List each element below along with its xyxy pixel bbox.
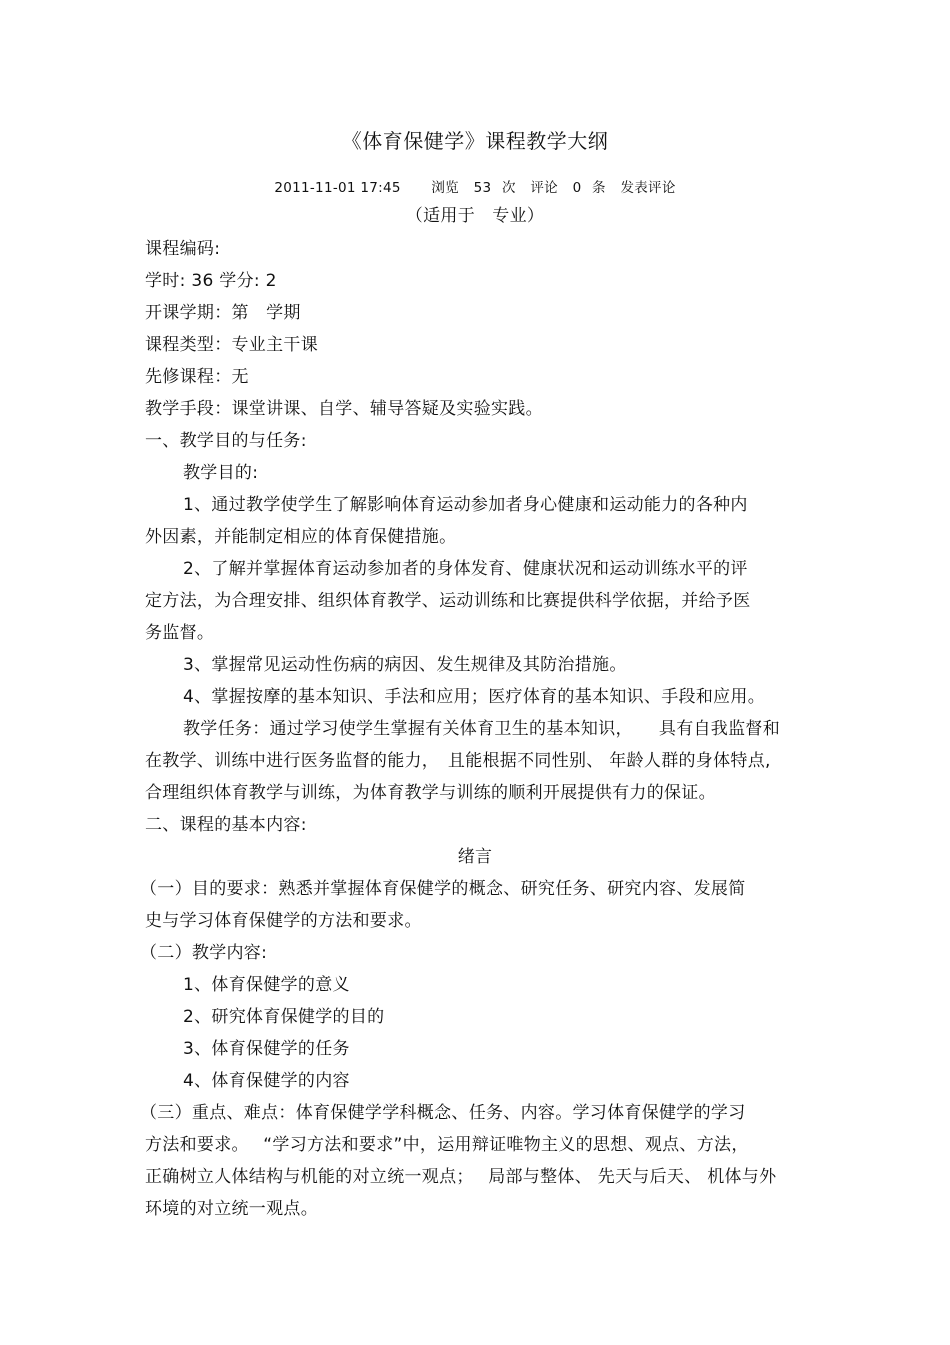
content-item-3: 3、体育保健学的任务 [183,1039,350,1059]
purpose-2-line-1: 2、了解并掌握体育运动参加者的身体发育、健康状况和运动训练水平的评 [183,559,748,579]
intro-heading: 绪言 [457,847,493,867]
article-meta [0,177,950,199]
page-title: 《体育保健学》课程教学大纲 [341,129,609,153]
course-prereq: 先修课程：无 [145,367,249,387]
content-item-2: 2、研究体育保健学的目的 [183,1007,385,1027]
tasks-line-1: 教学任务：通过学习使学生掌握有关体育卫生的基本知识， 具有自我监督和 [183,719,780,739]
comments-count: 0 [572,180,582,196]
key-points-line-3: 正确树立人体结构与机能的对立统一观点； 局部与整体、 先天与后天、 机体与外 [145,1167,777,1187]
purpose-2-line-2: 定方法，为合理安排、组织体育教学、运动训练和比赛提供科学依据，并给予医 [145,591,751,611]
key-points-line-4: 环境的对立统一观点。 [145,1199,318,1219]
purpose-1-line-2: 外因素，并能制定相应的体育保健措施。 [145,527,457,547]
content-item-1: 1、体育保健学的意义 [183,975,350,995]
content-item-4: 4、体育保健学的内容 [183,1071,350,1091]
section-2-heading: 二、课程的基本内容: [145,815,307,835]
tasks-line-2: 在教学、训练中进行医务监督的能力， 且能根据不同性别、 年龄人群的身体特点, [145,751,771,771]
course-semester: 开课学期：第 学期 [145,303,301,323]
content-heading: （二）教学内容: [140,943,268,963]
purpose-3: 3、掌握常见运动性伤病的病因、发生规律及其防治措施。 [183,655,627,675]
teaching-methods: 教学手段：课堂讲课、自学、辅导答疑及实验实践。 [145,399,543,419]
course-code: 课程编码: [145,239,221,259]
subtitle: （适用于 专业） [405,206,545,226]
post-comment-link[interactable]: 发表评论 [620,180,676,196]
views-label: 浏览 [431,180,459,196]
course-type: 课程类型：专业主干课 [145,335,318,355]
tasks-line-3: 合理组织体育教学与训练，为体育教学与训练的顺利开展提供有力的保证。 [145,783,716,803]
key-points-line-1: （三）重点、难点：体育保健学学科概念、任务、内容。学习体育保健学的学习 [140,1103,746,1123]
goal-line-2: 史与学习体育保健学的方法和要求。 [145,911,422,931]
comments-label: 评论 [530,180,558,196]
views-count: 53 [473,180,492,196]
course-hours: 学时: 36 学分: 2 [145,271,277,291]
goal-line-1: （一）目的要求：熟悉并掌握体育保健学的概念、研究任务、研究内容、发展简 [140,879,746,899]
comments-unit: 条 [592,180,606,196]
views-unit: 次 [501,180,516,196]
section-1-heading: 一、教学目的与任务: [145,431,307,451]
post-datetime: 2011-11-01 17:45 [274,180,401,196]
purpose-heading: 教学目的: [183,463,259,483]
key-points-line-2: 方法和要求。 “学习方法和要求”中，运用辩证唯物主义的思想、观点、方法， [145,1135,749,1155]
purpose-2-line-3: 务监督。 [145,623,215,643]
purpose-1-line-1: 1、通过教学使学生了解影响体育运动参加者身心健康和运动能力的各种内 [183,495,748,515]
purpose-4: 4、掌握按摩的基本知识、手法和应用；医疗体育的基本知识、手段和应用。 [183,687,766,707]
